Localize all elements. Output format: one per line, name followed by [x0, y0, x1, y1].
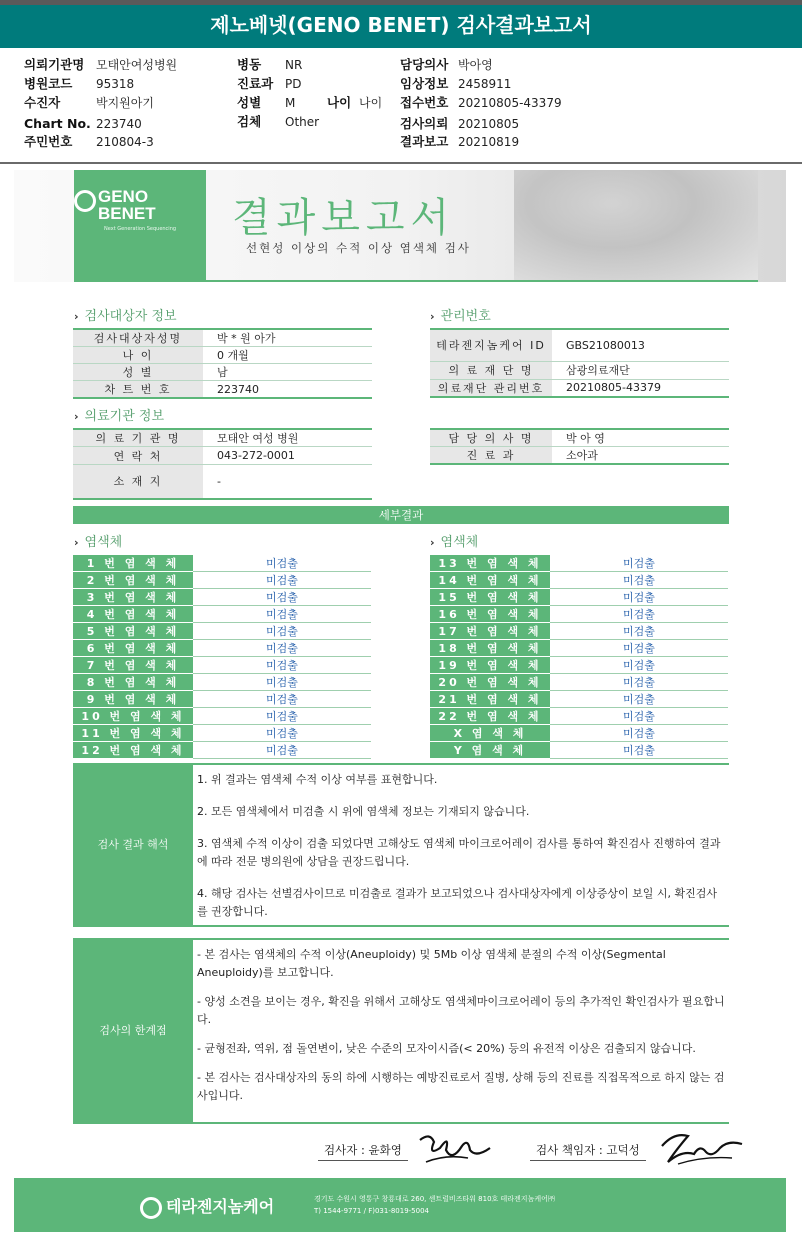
chromosome-result: 미검출 [193, 708, 371, 725]
meta-code-label: 병원코드 [24, 76, 73, 91]
chromosome-row [430, 674, 728, 691]
field-label: 소 재 지 [73, 465, 203, 499]
note-paragraph: 1. 위 결과는 염색체 수적 이상 여부를 표현합니다. [197, 773, 438, 786]
meta-specimen: Other [285, 115, 320, 129]
chromosome-row [73, 606, 371, 623]
detail-results-bar: 세부결과 [73, 506, 729, 524]
chromosome-label: 2 번 염 색 체 [73, 572, 193, 589]
field-label: 의 료 기 관 명 [73, 429, 203, 447]
chromosome-label: 1 번 염 색 체 [73, 555, 193, 572]
chromosome-label: 10 번 염 색 체 [73, 708, 193, 725]
chromosome-row [73, 640, 371, 657]
chromosome-result: 미검출 [193, 623, 371, 640]
table-row [73, 447, 372, 465]
chromosome-result: 미검출 [193, 725, 371, 742]
note-paragraph: 2. 모든 염색체에서 미검출 시 위에 염색체 정보는 기재되지 않습니다. [197, 805, 530, 818]
management-heading-text: 관리번호 [440, 309, 491, 324]
footer-address-line: 경기도 수원시 영통구 창룡대로 260, 센트럴비즈타워 810호 테라젠지놈케어㈜ [314, 1195, 555, 1203]
interpretation-block [73, 763, 729, 927]
report-meta [0, 54, 802, 159]
chromosome-row [430, 572, 728, 589]
chromosome-result: 미검출 [193, 606, 371, 623]
chevron-right-icon: › [430, 310, 435, 323]
table-row [430, 429, 729, 447]
examiner-signature-icon [416, 1128, 494, 1168]
chromosome-label: 6 번 염 색 체 [73, 640, 193, 657]
field-label: 진 료 과 [430, 447, 552, 465]
meta-ward-label: 병동 [237, 57, 262, 72]
limitations-label: 검사의 한계점 [73, 938, 193, 1124]
supervisor-signature-line: 검사 책임자 : 고덕성 [530, 1142, 646, 1161]
table-row [430, 329, 729, 361]
field-label: 테라젠지놈케어 ID [430, 329, 552, 361]
note-paragraph: - 균형전좌, 역위, 점 돌연변이, 낮은 수준의 모자이시즘(< 20%) 등의 유전적 이상은 검출되지 않습니다. [197, 1042, 696, 1055]
chromosome-label: 11 번 염 색 체 [73, 725, 193, 742]
field-value: - [203, 465, 372, 499]
meta-doctor: 박아영 [458, 58, 493, 72]
table-row [430, 361, 729, 379]
meta-rrn: 210804-3 [96, 135, 154, 149]
chevron-right-icon: › [430, 536, 435, 549]
footer [14, 1178, 786, 1232]
chromosome-result: 미검출 [550, 606, 728, 623]
interpretation-label: 검사 결과 해석 [73, 763, 193, 927]
chromosome-row [73, 742, 371, 759]
chromosome-result: 미검출 [550, 674, 728, 691]
meta-request: 20210805 [458, 117, 520, 131]
chromosome-label: 19 번 염 색 체 [430, 657, 550, 674]
note-paragraph: - 본 검사는 염색체의 수적 이상(Aneuploidy) 및 5Mb 이상 염색체 분절의 수적 이상(Segmental Aneuploidy)를 보고합니다. [197, 948, 666, 979]
field-value: 삼광의료재단 [552, 361, 729, 379]
chromosome-row [73, 572, 371, 589]
chromosome-row [430, 691, 728, 708]
chromosome-label: 12 번 염 색 체 [73, 742, 193, 759]
chromosome-row [430, 589, 728, 606]
chevron-right-icon: › [74, 536, 79, 549]
field-label: 차 트 번 호 [73, 381, 203, 399]
table-row [73, 465, 372, 499]
subject-heading-text: 검사대상자 정보 [84, 309, 177, 324]
chromosome-label: 4 번 염 색 체 [73, 606, 193, 623]
chromosome-result: 미검출 [550, 555, 728, 572]
field-label: 성 별 [73, 364, 203, 381]
meta-patient-label: 수진자 [24, 95, 61, 110]
footer-phone-line: T) 1544-9771 / F)031-8019-5004 [314, 1207, 429, 1215]
table-row [430, 447, 729, 465]
chromosome-result: 미검출 [550, 691, 728, 708]
baby-feet-photo [514, 170, 758, 282]
meta-doctor-label: 담당의사 [400, 57, 449, 72]
chromosome-result: 미검출 [550, 657, 728, 674]
meta-age: 나이 [359, 96, 383, 110]
chromosome-result: 미검출 [550, 640, 728, 657]
meta-code: 95318 [96, 77, 135, 91]
chromosome-result: 미검출 [193, 691, 371, 708]
chromosome-result: 미검출 [193, 555, 371, 572]
field-label: 검사대상자성명 [73, 329, 203, 347]
chromosome-table-right [430, 555, 728, 759]
meta-specimen-label: 검체 [237, 114, 262, 129]
chromosome-label: 7 번 염 색 체 [73, 657, 193, 674]
meta-sex: M [285, 96, 296, 110]
chromosome-label: 5 번 염 색 체 [73, 623, 193, 640]
table-row [73, 329, 372, 347]
note-paragraph: - 양성 소견을 보이는 경우, 확진을 위해서 고해상도 염색체마이크로어레이 등의 추가적인 확인검사가 필요합니다. [197, 995, 725, 1026]
logo-g-icon [74, 190, 96, 212]
institution-table-right [430, 428, 729, 465]
chromosome-label: 21 번 염 색 체 [430, 691, 550, 708]
chromosome-row [73, 589, 371, 606]
footer-address [314, 1193, 555, 1217]
chromosome-result: 미검출 [193, 657, 371, 674]
chromosome-label: X 염 색 체 [430, 725, 550, 742]
subject-heading [74, 305, 177, 324]
meta-report: 20210819 [458, 135, 520, 149]
chromosome-result: 미검출 [193, 674, 371, 691]
chromosome-label: 8 번 염 색 체 [73, 674, 193, 691]
field-label: 나 이 [73, 347, 203, 364]
chevron-right-icon: › [74, 410, 79, 423]
limitations-block [73, 938, 729, 1124]
chromosome-label: Y 염 색 체 [430, 742, 550, 759]
chromosome-heading-right-text: 염색체 [440, 535, 479, 550]
chromosome-label: 20 번 염 색 체 [430, 674, 550, 691]
chromosome-row [73, 623, 371, 640]
field-label: 의 료 재 단 명 [430, 361, 552, 379]
subject-table [73, 328, 372, 399]
chromosome-label: 9 번 염 색 체 [73, 691, 193, 708]
meta-report-label: 결과보고 [400, 134, 449, 149]
meta-dept: PD [285, 77, 302, 91]
meta-age-label: 나이 [327, 95, 352, 110]
geno-benet-logo [74, 170, 206, 282]
chromosome-row [430, 555, 728, 572]
supervisor-signature-icon [654, 1126, 746, 1168]
limitations-body [193, 938, 729, 1124]
management-table [430, 328, 729, 398]
field-label: 연 락 처 [73, 447, 203, 465]
field-value: 043-272-0001 [203, 447, 372, 465]
field-value: 20210805-43379 [552, 379, 729, 397]
table-row [73, 381, 372, 399]
chromosome-row [73, 691, 371, 708]
chromosome-row [430, 725, 728, 742]
chromosome-heading-left-text: 염색체 [84, 535, 123, 550]
chromosome-label: 13 번 염 색 체 [430, 555, 550, 572]
chromosome-label: 16 번 염 색 체 [430, 606, 550, 623]
meta-patient: 박지원아기 [96, 96, 154, 110]
chromosome-row [430, 640, 728, 657]
table-row [73, 347, 372, 364]
field-value: 모태안 여성 병원 [203, 429, 372, 447]
field-value: 223740 [203, 381, 372, 399]
chromosome-row [73, 708, 371, 725]
field-label: 담 당 의 사 명 [430, 429, 552, 447]
chromosome-result: 미검출 [550, 623, 728, 640]
chromosome-result: 미검출 [193, 640, 371, 657]
meta-clinical: 2458911 [458, 77, 512, 91]
meta-dept-label: 진료과 [237, 76, 274, 91]
interpretation-body [193, 763, 729, 927]
field-value: 박 아 영 [552, 429, 729, 447]
chromosome-label: 18 번 염 색 체 [430, 640, 550, 657]
chromosome-row [73, 725, 371, 742]
chromosome-label: 17 번 염 색 체 [430, 623, 550, 640]
note-paragraph: 3. 염색체 수적 이상이 검출 되었다면 고해상도 염색체 마이크로어레이 검사를 통하여 확진검사 진행하여 결과에 따라 전문 병의원에 상담을 권장드립니다. [197, 837, 721, 868]
divider [0, 162, 802, 164]
field-value: GBS21080013 [552, 329, 729, 361]
chromosome-row [73, 657, 371, 674]
terragen-logo-icon [140, 1197, 162, 1219]
meta-hospital: 모태안여성병원 [96, 58, 178, 72]
meta-hospital-label: 의뢰기관명 [24, 57, 85, 72]
logo-wordmark [98, 188, 156, 222]
meta-rrn-label: 주민번호 [24, 134, 73, 149]
institution-heading-text: 의료기관 정보 [84, 409, 165, 424]
chromosome-row [430, 623, 728, 640]
chromosome-result: 미검출 [193, 742, 371, 759]
field-value: 0 개월 [203, 347, 372, 364]
banner-title: 결과보고서 [232, 195, 456, 241]
chromosome-row [73, 555, 371, 572]
banner-underline [74, 280, 758, 282]
field-value: 남 [203, 364, 372, 381]
chromosome-label: 15 번 염 색 체 [430, 589, 550, 606]
chromosome-row [430, 657, 728, 674]
meta-receipt-label: 접수번호 [400, 95, 449, 110]
meta-request-label: 검사의뢰 [400, 116, 449, 131]
chromosome-heading-left [74, 531, 122, 550]
chromosome-row [430, 606, 728, 623]
chromosome-result: 미검출 [550, 572, 728, 589]
examiner-signature-line: 검사자 : 윤화영 [318, 1142, 408, 1161]
meta-clinical-label: 임상정보 [400, 76, 449, 91]
note-paragraph: 4. 해당 검사는 선별검사이므로 미검출로 결과가 보고되었으나 검사대상자에게 이상증상이 보일 시, 확진검사를 권장합니다. [197, 887, 717, 918]
meta-ward: NR [285, 58, 303, 72]
logo-subtext: Next Generation Sequencing [104, 226, 177, 232]
chevron-right-icon: › [74, 310, 79, 323]
logo-line1: GENO [98, 187, 149, 206]
meta-receipt: 20210805-43379 [458, 96, 562, 110]
chromosome-result: 미검출 [193, 572, 371, 589]
meta-chart-label: Chart No. [24, 116, 91, 131]
chromosome-result: 미검출 [550, 708, 728, 725]
chromosome-result: 미검출 [550, 589, 728, 606]
footer-logo [140, 1194, 274, 1219]
chromosome-result: 미검출 [550, 742, 728, 759]
chromosome-table-left [73, 555, 371, 759]
institution-table [73, 428, 372, 500]
table-row [430, 379, 729, 397]
chromosome-heading-right [430, 531, 478, 550]
note-paragraph: - 본 검사는 검사대상자의 동의 하에 시행하는 예방진료로서 질병, 상해 등의 진료를 직접목적으로 하지 않는 검사입니다. [197, 1071, 725, 1102]
meta-chart: 223740 [96, 117, 142, 131]
footer-logo-text: 테라젠지놈케어 [166, 1197, 275, 1216]
logo-line2: BENET [98, 204, 156, 223]
table-row [73, 364, 372, 381]
chromosome-label: 22 번 염 색 체 [430, 708, 550, 725]
chromosome-row [430, 742, 728, 759]
meta-sex-label: 성별 [237, 95, 262, 110]
chromosome-row [430, 708, 728, 725]
field-value: 소아과 [552, 447, 729, 465]
chromosome-label: 3 번 염 색 체 [73, 589, 193, 606]
report-title: 제노베넷(GENO BENET) 검사결과보고서 [0, 0, 802, 48]
banner-subtitle: 선현성 이상의 수적 이상 염색체 검사 [246, 241, 471, 255]
field-label: 의료재단 관리번호 [430, 379, 552, 397]
institution-heading [74, 405, 164, 424]
table-row [73, 429, 372, 447]
management-heading [430, 305, 491, 324]
chromosome-row [73, 674, 371, 691]
chromosome-result: 미검출 [193, 589, 371, 606]
report-banner [14, 170, 786, 282]
field-value: 박 * 원 아가 [203, 329, 372, 347]
chromosome-label: 14 번 염 색 체 [430, 572, 550, 589]
chromosome-result: 미검출 [550, 725, 728, 742]
